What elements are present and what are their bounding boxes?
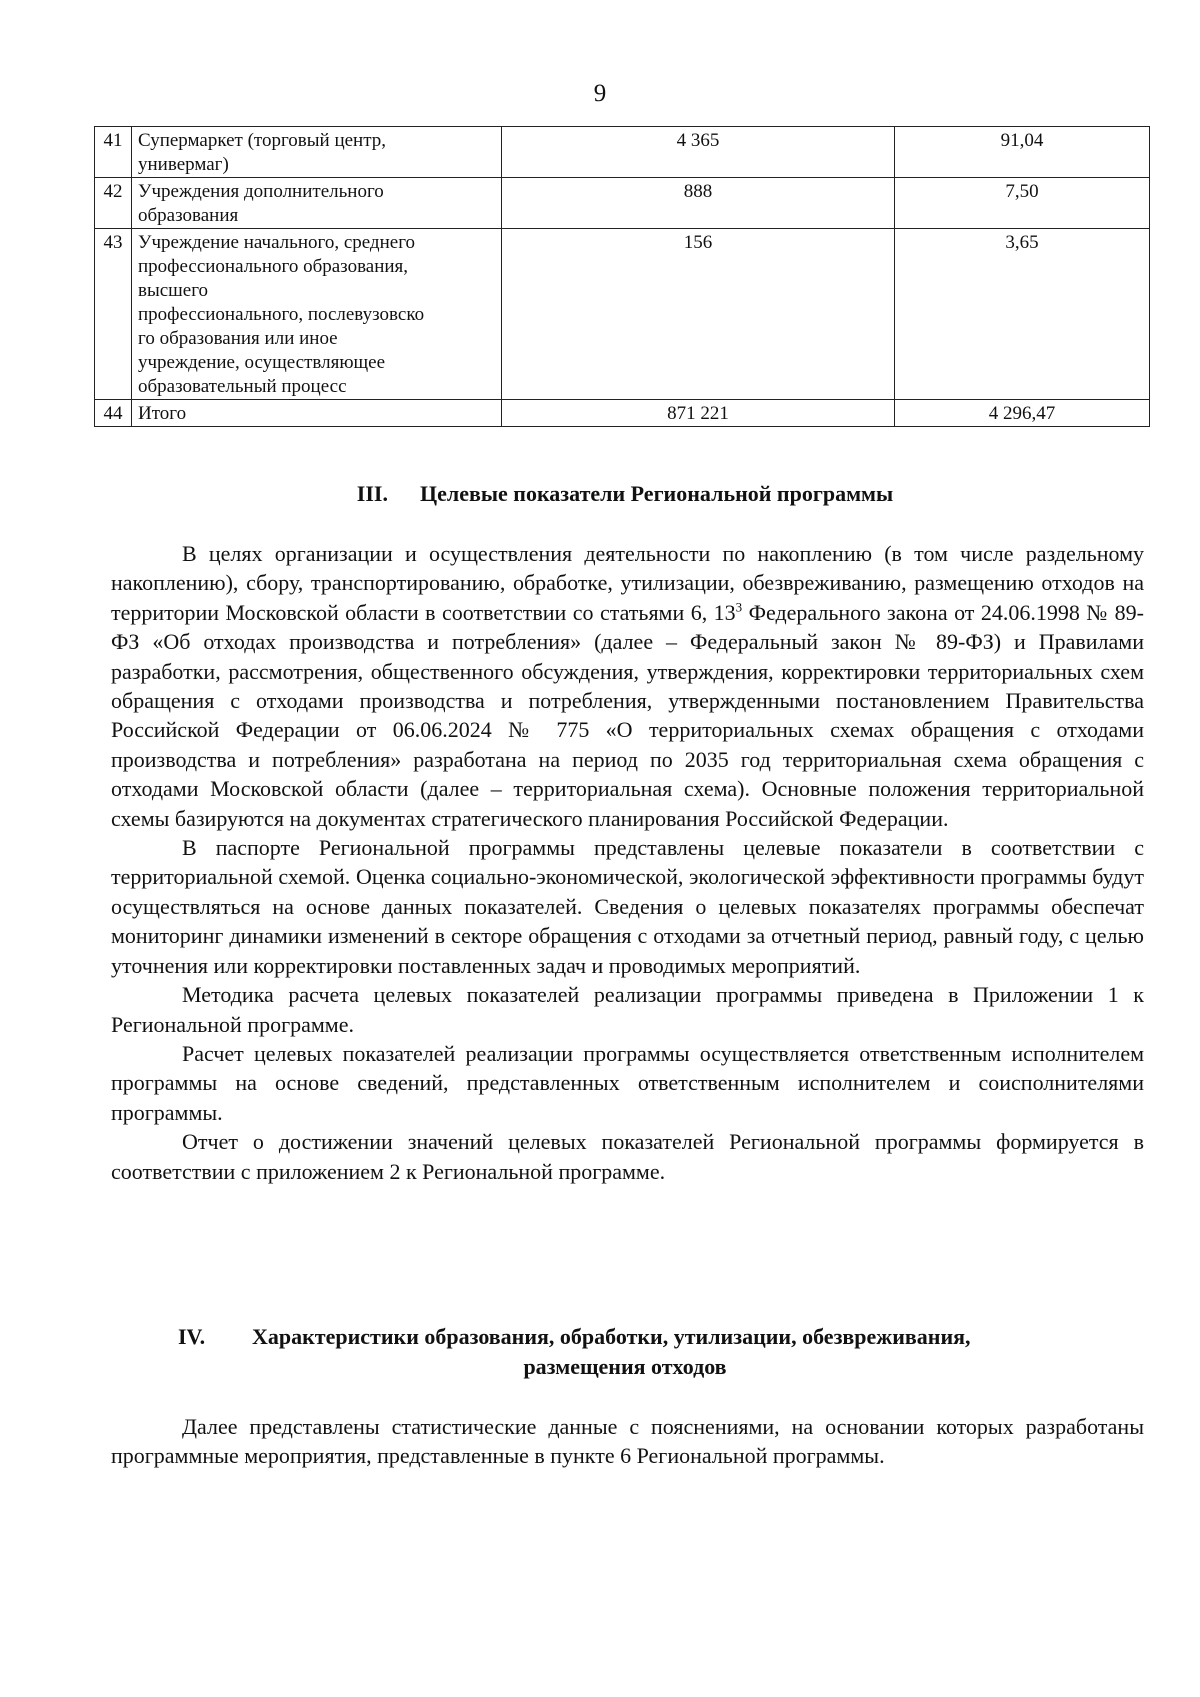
row-name-line: учреждение, осуществляющее [138, 352, 386, 373]
row-name-line: образовательный процесс [138, 376, 347, 397]
table-row [95, 178, 1150, 229]
row-number: 41 [95, 127, 132, 178]
section-4-title-line2: размещения отходов [523, 1354, 727, 1379]
section-3-number: III. [356, 481, 388, 506]
row-name [132, 127, 502, 178]
table-row [95, 127, 1150, 178]
row-name-line: образования [138, 205, 239, 226]
row-name-line: профессионального образования, [138, 256, 409, 277]
row-value-count: 871 221 [502, 400, 895, 427]
row-value-volume: 3,65 [895, 229, 1150, 400]
row-value-count: 4 365 [502, 127, 895, 178]
row-number: 44 [95, 400, 132, 427]
paragraph: В целях организации и осуществления деятельности по накоплению (в том числе раздельному накоплению), сбору, транспортированию, обработке, утилизации, обезвреживанию, размещению отходов на территории Московской области в соответствии со статьями 6, $13^3$ Федерального закона от 24.06.1998 № 89-ФЗ «Об отходах производства и потребления» (далее – Федеральный закон № 89-ФЗ) и Правилами разработки, рассмотрения, общественного обсуждения, утверждения, корректировки территориальных схем обращения с отходами производства и потребления, утвержденными постановлением Правительства Российской Федерации от 06.06.2024 № 775 «О территориальных схемах обращения с отходами производства и потребления» разработана на период по 2035 год территориальная схема обращения с отходами Московской области (далее – территориальная схема). Основные положения территориальной схемы базируются на документах стратегического планирования Российской Федерации. [111, 541, 1144, 831]
row-name-line: профессионального, послевузовско [138, 304, 425, 325]
paragraph: Расчет целевых показателей реализации программы осуществляется ответственным исполнителем программы на основе сведений, представленных ответственным исполнителем и соисполнителями программы. [111, 1040, 1144, 1125]
section-3-heading [110, 479, 1140, 508]
row-name-line: го образования или иное [138, 328, 338, 349]
section-4-title-line1: Характеристики образования, обработки, утилизации, обезвреживания, [252, 1324, 971, 1349]
row-name-line: Итого [138, 403, 187, 424]
row-name [132, 400, 502, 427]
row-value-count: 888 [502, 178, 895, 229]
row-name [132, 229, 502, 400]
row-name-line: Учреждение начального, среднего [138, 232, 416, 253]
page-number: 9 [593, 80, 607, 107]
row-value-volume: 7,50 [895, 178, 1150, 229]
paragraph: В паспорте Региональной программы представлены целевые показатели в соответствии с территориальной схемой. Оценка социально-экономической, экологической эффективности программы будут осуществляться на основе данных показателей. Сведения о целевых показателях программы обеспечат мониторинг динамики изменений в секторе обращения с отходами за отчетный период, равный году, с целью уточнения или корректировки поставленных задач и проводимых мероприятий. [111, 835, 1144, 978]
paragraph: Далее представлены статистические данные с пояснениями, на основании которых разработаны программные мероприятия, представленные в пункте 6 Региональной программы. [111, 1414, 1144, 1469]
row-name-line: Учреждения дополнительного [138, 181, 384, 202]
row-name-line: Супермаркет (торговый центр, [138, 130, 386, 151]
section-3-title: Целевые показатели Региональной программы [419, 481, 894, 506]
row-number: 43 [95, 229, 132, 400]
row-value-volume: 4 296,47 [895, 400, 1150, 427]
table-row [95, 400, 1150, 427]
waste-statistics-table [94, 126, 1150, 427]
row-value-volume: 91,04 [895, 127, 1150, 178]
row-number: 42 [95, 178, 132, 229]
row-name-line: высшего [138, 280, 209, 301]
paragraph: Отчет о достижении значений целевых показателей Региональной программы формируется в соответствии с приложением 2 к Региональной программе. [111, 1129, 1144, 1184]
section-3-body [111, 539, 1144, 1186]
row-name [132, 178, 502, 229]
row-value-count: 156 [502, 229, 895, 400]
section-4-number: IV. [178, 1324, 206, 1349]
row-name-line: универмаг) [138, 154, 229, 175]
paragraph: Методика расчета целевых показателей реализации программы приведена в Приложении 1 к Региональной программе. [111, 982, 1144, 1037]
section-4-body [111, 1412, 1144, 1471]
table-row [95, 229, 1150, 400]
